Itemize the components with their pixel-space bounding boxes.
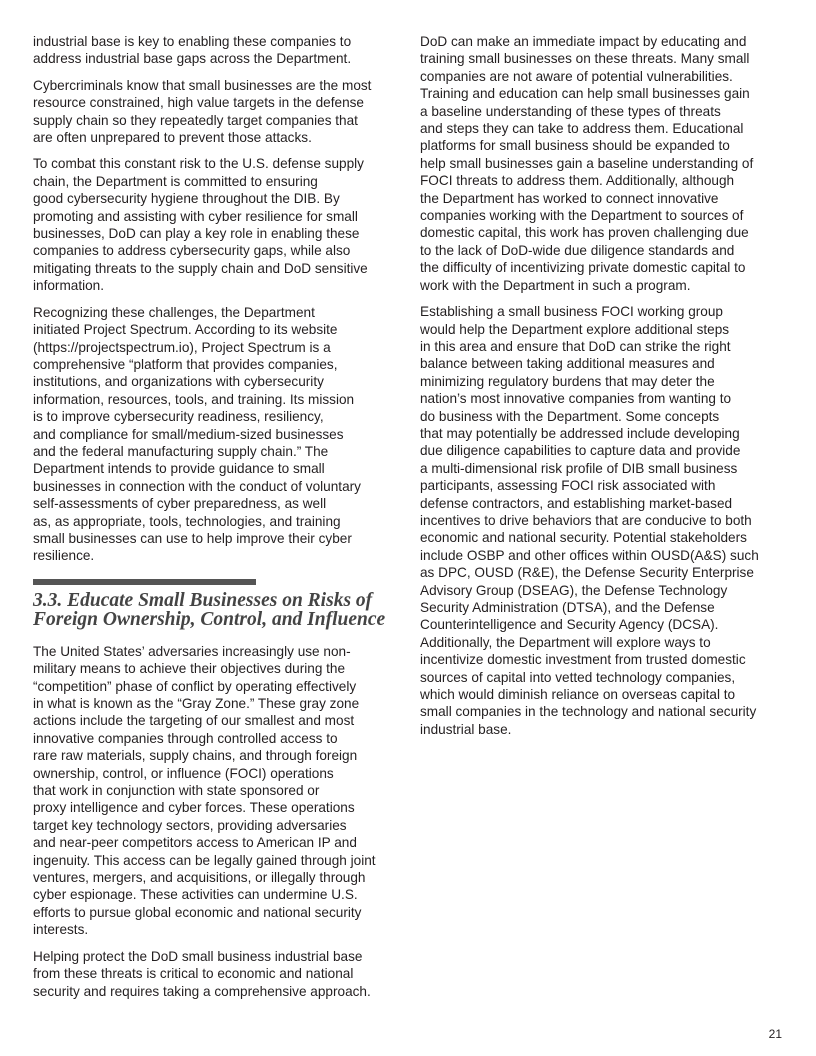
paragraph — [33, 155, 403, 294]
text-line: Establishing a small business FOCI working group — [420, 304, 723, 320]
text-line: in this area and ensure that DoD can strike the right — [420, 338, 731, 354]
paragraph — [420, 303, 790, 738]
text-line: ventures, mergers, and acquisitions, or illegally through — [33, 870, 366, 886]
left-paragraphs-before — [33, 33, 403, 565]
text-line: small companies in the technology and national security — [420, 704, 757, 720]
text-line: information, resources, tools, and training. Its mission — [33, 391, 355, 407]
text-line: due diligence capabilities to capture data and provide — [420, 443, 741, 459]
text-line: To combat this constant risk to the U.S. defense supply — [33, 156, 364, 172]
text-line: initiated Project Spectrum. According to its website — [33, 322, 338, 338]
text-line: industrial base is key to enabling these companies to — [33, 34, 352, 49]
text-line: as, as appropriate, tools, technologies, and training — [33, 513, 341, 529]
paragraph — [33, 948, 403, 1000]
text-line: innovative companies through controlled access to — [33, 730, 338, 746]
text-line: training small businesses on these threats. Many small — [420, 51, 750, 67]
text-line: platforms for small business should be expanded to — [420, 138, 730, 154]
text-line: promoting and assisting with cyber resilience for small — [33, 208, 358, 224]
text-line: nation’s most innovative companies from wanting to — [420, 391, 732, 407]
text-line: a baseline understanding of these types of threats — [420, 103, 721, 119]
text-line: businesses, DoD can play a key role in enabling these — [33, 226, 360, 242]
text-line: work with the Department in such a program. — [420, 277, 691, 293]
text-line: Helping protect the DoD small business industrial base — [33, 948, 363, 964]
text-line: The United States’ adversaries increasingly use non- — [33, 643, 351, 659]
section-divider — [33, 579, 256, 585]
paragraph — [33, 33, 403, 68]
text-line: businesses in connection with the conduct of voluntary — [33, 478, 361, 494]
text-line: and the federal manufacturing supply chain.” The — [33, 443, 329, 459]
paragraph — [33, 77, 403, 147]
text-line: comprehensive “platform that provides companies, — [33, 356, 338, 372]
paragraph — [33, 304, 403, 565]
heading-line: 3.3. Educate Small Businesses on Risks of — [33, 589, 373, 611]
text-line: is to improve cybersecurity readiness, resiliency, — [33, 409, 324, 425]
text-line: Recognizing these challenges, the Department — [33, 304, 315, 320]
text-line: Department intends to provide guidance to small — [33, 461, 325, 477]
text-line: in what is known as the “Gray Zone.” These gray zone — [33, 696, 360, 711]
text-line: address industrial base gaps across the Department. — [33, 51, 352, 67]
text-line: Training and education can help small businesses gain — [420, 86, 750, 102]
text-line: DoD can make an immediate impact by educating and — [420, 34, 747, 49]
text-line: a multi-dimensional risk profile of DIB small business — [420, 460, 738, 476]
text-line: from these threats is critical to economic and national — [33, 966, 354, 982]
text-line: cyber espionage. These activities can undermine U.S. — [33, 887, 358, 903]
text-line: actions include the targeting of our smallest and most — [33, 713, 355, 729]
text-line: Advisory Group (DSEAG), the Defense Technology — [420, 582, 728, 598]
section-heading — [33, 591, 403, 629]
text-line: domestic capital, this work has proven challenging due — [420, 225, 749, 241]
text-line: information. — [33, 278, 105, 294]
text-line: help small businesses gain a baseline understanding of — [420, 155, 754, 171]
text-line: incentivize domestic investment from trusted domestic — [420, 652, 746, 668]
text-line: are often unprepared to prevent those attacks. — [33, 130, 312, 146]
text-line: interests. — [33, 922, 89, 938]
text-line: would help the Department explore additional steps — [420, 321, 730, 337]
text-line: defense contractors, and establishing market-based — [420, 495, 733, 511]
text-line: companies are not aware of potential vulnerabilities. — [420, 68, 733, 84]
heading-line: Foreign Ownership, Control, and Influence — [33, 608, 386, 630]
text-line: security and requires taking a comprehensive approach. — [33, 983, 371, 999]
text-line: industrial base. — [420, 721, 512, 737]
text-line: institutions, and organizations with cybersecurity — [33, 374, 324, 390]
text-line: self-assessments of cyber preparedness, as well — [33, 496, 327, 512]
text-line: and compliance for small/medium-sized businesses — [33, 426, 344, 442]
left-column — [33, 33, 403, 1009]
page-number: 21 — [768, 1027, 782, 1041]
text-line: which would diminish reliance on overseas capital to — [420, 687, 736, 703]
paragraph — [33, 643, 403, 939]
left-paragraphs-after — [33, 643, 403, 1000]
text-line: participants, assessing FOCI risk associated with — [420, 478, 716, 494]
text-line: small businesses can use to help improve their cyber — [33, 530, 352, 546]
text-line: economic and national security. Potential stakeholders — [420, 530, 747, 546]
text-line: Additionally, the Department will explore ways to — [420, 634, 711, 650]
text-line: minimizing regulatory burdens that may deter the — [420, 373, 715, 389]
text-line: resilience. — [33, 548, 95, 564]
text-line: rare raw materials, supply chains, and through foreign — [33, 748, 358, 764]
right-paragraphs — [420, 33, 790, 738]
paragraph — [420, 33, 790, 294]
text-line: as DPC, OUSD (R&E), the Defense Security Enterprise — [420, 565, 754, 581]
text-line: do business with the Department. Some concepts — [420, 408, 720, 424]
text-line: Counterintelligence and Security Agency (DCSA). — [420, 617, 719, 633]
right-column — [420, 33, 790, 747]
text-line: military means to achieve their objectives during the — [33, 661, 346, 677]
text-line: chain, the Department is committed to ensuring — [33, 173, 318, 189]
text-line: include OSBP and other offices within OUSD(A&S) such — [420, 547, 759, 563]
text-line: that may potentially be addressed include developing — [420, 425, 740, 441]
text-line: and steps they can take to address them. Educational — [420, 121, 744, 137]
text-line: “competition” phase of conflict by operating effectively — [33, 678, 357, 694]
text-line: to the lack of DoD-wide due diligence standards and — [420, 242, 735, 258]
text-line: and near-peer competitors access to American IP and — [33, 835, 357, 851]
text-line: Security Administration (DTSA), and the Defense — [420, 600, 715, 615]
text-line: efforts to pursue global economic and national security — [33, 904, 362, 920]
text-line: Cybercriminals know that small businesses are the most — [33, 77, 372, 93]
text-line: sources of capital into vetted technology companies, — [420, 669, 736, 685]
text-line: FOCI threats to address them. Additionally, although — [420, 173, 735, 189]
text-line: balance between taking additional measures and — [420, 356, 715, 372]
text-line: companies working with the Department to sources of — [420, 208, 744, 224]
text-line: the difficulty of incentivizing private domestic capital to — [420, 260, 746, 276]
text-line: ownership, control, or influence (FOCI) operations — [33, 765, 334, 781]
text-line: companies to address cybersecurity gaps, while also — [33, 243, 351, 259]
text-line: mitigating threats to the supply chain and DoD sensitive — [33, 260, 368, 276]
text-line: (https://projectspectrum.io), Project Spectrum is a — [33, 339, 331, 355]
text-line: the Department has worked to connect innovative — [420, 190, 719, 206]
text-line: supply chain so they repeatedly target companies that — [33, 112, 358, 128]
text-line: resource constrained, high value targets in the defense — [33, 95, 364, 111]
text-line: that work in conjunction with state sponsored or — [33, 783, 320, 799]
text-line: incentives to drive behaviors that are conducive to both — [420, 512, 752, 528]
text-line: target key technology sectors, providing adversaries — [33, 817, 347, 833]
text-line: proxy intelligence and cyber forces. These operations — [33, 800, 355, 816]
text-line: ingenuity. This access can be legally gained through joint — [33, 852, 376, 868]
text-line: good cybersecurity hygiene throughout the DIB. By — [33, 191, 340, 207]
